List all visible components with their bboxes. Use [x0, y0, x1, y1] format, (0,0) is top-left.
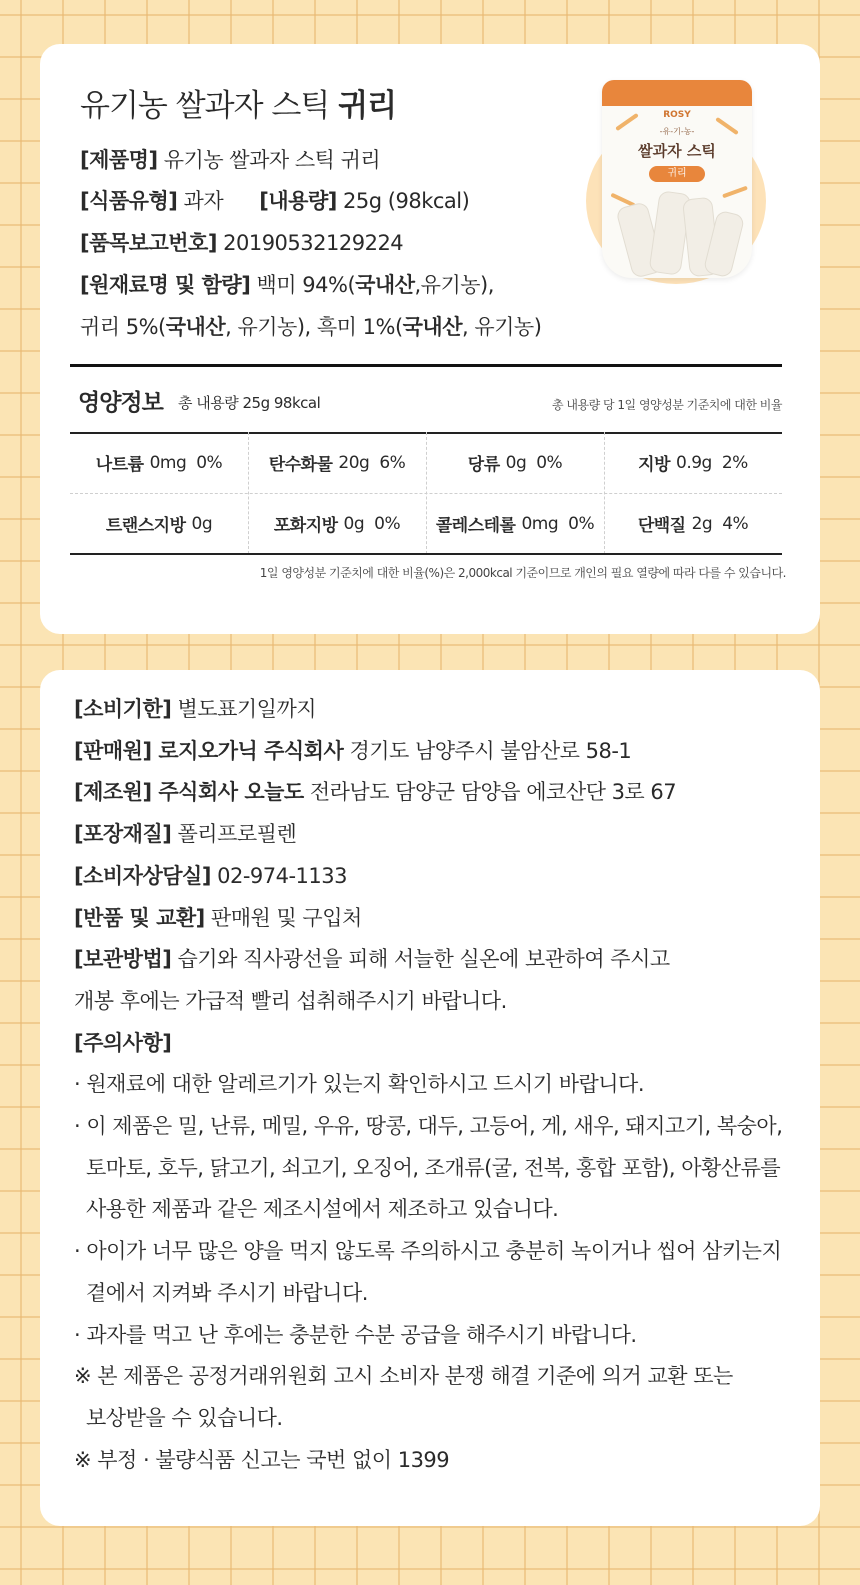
report-number-row — [80, 227, 403, 257]
text-run: 전라남도 담양군 담양읍 에코산단 3로 67 — [303, 780, 677, 805]
nutrient-name: 지방 — [638, 455, 671, 475]
text-run: 별도표기일까지 — [171, 697, 317, 721]
text-run: · 이 제품은 밀, 난류, 메밀, 우유, 땅콩, 대두, 고등어, 게, 새우, 돼지고기, 복숭아, — [74, 1114, 783, 1138]
nutrition-footnote: 1일 영양성분 기준치에 대한 비율(%)은 2,000kcal 기준이므로 개인의 필요 열량에 따라 다를 수 있습니다. — [259, 566, 786, 580]
nutrient-amount: 0.9g — [676, 452, 712, 473]
detail-line — [74, 1068, 644, 1098]
food-type-row — [80, 185, 469, 215]
text-run: 토마토, 호두, 닭고기, 쇠고기, 오징어, 조개류(굴, 전복, 홍합 포함), 아황산류를 — [86, 1155, 781, 1180]
detail-line — [74, 902, 362, 932]
ingredients-label: [원재료명 및 함량] — [80, 273, 251, 297]
product-info-card — [40, 44, 820, 634]
text-run: ※ 부정 · 불량식품 신고는 국번 없이 1399 — [74, 1447, 450, 1472]
ingredients-row-1 — [80, 269, 494, 299]
text-run: 로지오가닉 주식회사 — [151, 738, 344, 763]
detail-line — [74, 1360, 733, 1390]
text-run: 사용한 제품과 같은 제조시설에서 제조하고 있습니다. — [86, 1197, 559, 1222]
text-run: 개봉 후에는 가급적 빨리 섭취해주시기 바랍니다. — [74, 988, 507, 1013]
nutrient-amount: 0g — [505, 452, 527, 473]
nutrient-cell — [70, 432, 248, 493]
text-run: · 아이가 너무 많은 양을 먹지 않도록 주의하시고 충분히 녹이거나 씹어 삼키는지 — [74, 1239, 782, 1264]
detail-line — [74, 1444, 449, 1474]
title-flavor: 귀리 — [338, 88, 397, 124]
nutrient-percent: 0% — [568, 513, 595, 534]
detail-line — [74, 985, 507, 1015]
food-type-value: 과자 — [183, 189, 224, 213]
nutrient-name: 트랜스지방 — [105, 516, 186, 536]
nutrient-name: 탄수화물 — [268, 455, 333, 475]
nutrient-amount: 2g — [691, 513, 713, 534]
text-run: 귀리 5%( — [80, 315, 166, 339]
nutrient-percent: 0% — [536, 452, 563, 473]
nutrition-total: 총 내용량 25g 98kcal — [178, 394, 321, 412]
nutrient-amount: 0g — [343, 513, 365, 534]
detail-line — [74, 818, 296, 848]
detail-line — [86, 1152, 780, 1182]
product-package-image — [598, 80, 756, 288]
product-name-label: [제품명] — [80, 148, 158, 172]
text-run: 곁에서 지켜봐 주시기 바랍니다. — [86, 1280, 368, 1305]
text-run: 국내산 — [402, 315, 462, 339]
nutrient-percent: 0% — [196, 452, 223, 473]
nutrient-cell — [426, 493, 604, 554]
volume-label: [내용량] — [259, 189, 337, 213]
text-run: 주식회사 오늘도 — [151, 780, 304, 805]
package-subtitle: -유-기-농- — [659, 127, 695, 136]
text-run: 판매원 및 구입처 — [204, 905, 362, 930]
text-run: 국내산 — [165, 315, 226, 339]
text-run: ,유기농), — [414, 273, 494, 297]
text-run: [제조원] — [74, 780, 152, 805]
text-run: [반품 및 교환] — [74, 905, 205, 930]
product-name-row — [80, 144, 380, 174]
text-run: · 원재료에 대한 알레르기가 있는지 확인하시고 드시기 바랍니다. — [74, 1072, 645, 1097]
text-run: [주의사항] — [74, 1030, 172, 1055]
nutrient-cell — [248, 493, 426, 554]
product-title — [80, 80, 396, 125]
report-number-value: 20190532129224 — [223, 231, 404, 255]
text-run: [소비기한] — [74, 697, 172, 721]
nutrient-cell — [426, 432, 604, 493]
package-brand: ROSY — [663, 110, 691, 120]
detail-line — [74, 693, 316, 723]
detail-line — [86, 1193, 558, 1223]
text-run: 국내산 — [355, 273, 415, 297]
text-run: [보관방법] — [74, 947, 172, 972]
detail-line — [74, 943, 670, 973]
detail-line — [74, 1027, 171, 1057]
detail-line — [74, 1235, 781, 1265]
nutrient-cell — [604, 493, 782, 554]
detail-line — [74, 1110, 782, 1140]
report-number-label: [품목보고번호] — [80, 231, 217, 255]
text-run: 습기와 직사광선을 피해 서늘한 실온에 보관하여 주시고 — [171, 947, 670, 972]
text-run: 폴리프로필렌 — [171, 822, 297, 847]
text-run: [소비자상담실] — [74, 863, 211, 888]
nutrient-amount: 0mg — [149, 452, 187, 473]
detail-line — [86, 1277, 368, 1307]
package-flavor-tag: 귀리 — [649, 166, 705, 182]
nutrition-heading: 영양정보 — [78, 390, 163, 416]
text-run: 백미 94%( — [256, 273, 356, 297]
nutrient-percent: 0% — [374, 513, 401, 534]
nutrient-amount: 20g — [338, 452, 370, 473]
nutrient-name: 포화지방 — [273, 516, 338, 536]
product-details-card — [40, 670, 820, 1526]
title-prefix: 유기농 쌀과자 스틱 — [80, 88, 339, 124]
detail-line — [74, 860, 347, 890]
nutrient-name: 당류 — [467, 455, 500, 475]
text-run: 경기도 남양주시 불암산로 58-1 — [343, 738, 632, 763]
nutrient-name: 콜레스테롤 — [435, 516, 516, 536]
text-run: [포장재질] — [74, 822, 172, 847]
nutrient-percent: 2% — [721, 452, 748, 473]
text-run: , 유기농) — [462, 315, 542, 339]
food-type-label: [식품유형] — [80, 189, 178, 213]
detail-line — [74, 776, 676, 806]
package-name: 쌀과자 스틱 — [638, 142, 716, 160]
nutrition-ratio-header: 총 내용량 당 1일 영양성분 기준치에 대한 비율 — [552, 398, 782, 412]
ingredients-row-2 — [80, 311, 541, 341]
nutrient-name: 나트륨 — [95, 455, 144, 475]
text-run: ※ 본 제품은 공정거래위원회 고시 소비자 분쟁 해결 기준에 의거 교환 또는 — [74, 1364, 733, 1389]
nutrient-name: 단백질 — [637, 516, 686, 536]
nutrient-percent: 4% — [722, 513, 749, 534]
text-run: · 과자를 먹고 난 후에는 충분한 수분 공급을 해주시기 바랍니다. — [74, 1322, 637, 1347]
product-name-value: 유기농 쌀과자 스틱 귀리 — [163, 148, 381, 172]
text-run: , 유기농), 흑미 1%( — [225, 315, 403, 339]
detail-line — [74, 735, 631, 765]
nutrient-cell — [604, 432, 782, 493]
nutrient-cell — [248, 432, 426, 493]
detail-line — [86, 1402, 283, 1432]
detail-line — [74, 1319, 637, 1349]
text-run: 보상받을 수 있습니다. — [86, 1405, 283, 1430]
nutrient-cell — [70, 493, 248, 554]
text-run: [판매원] — [74, 738, 152, 763]
ingredients-line-1 — [257, 273, 494, 297]
volume-value: 25g (98kcal) — [343, 189, 470, 213]
text-run: 02-974-1133 — [210, 863, 347, 888]
nutrient-percent: 6% — [379, 452, 406, 473]
nutrient-amount: 0mg — [521, 513, 559, 534]
nutrient-amount: 0g — [191, 513, 213, 534]
nutrition-table — [70, 432, 782, 554]
